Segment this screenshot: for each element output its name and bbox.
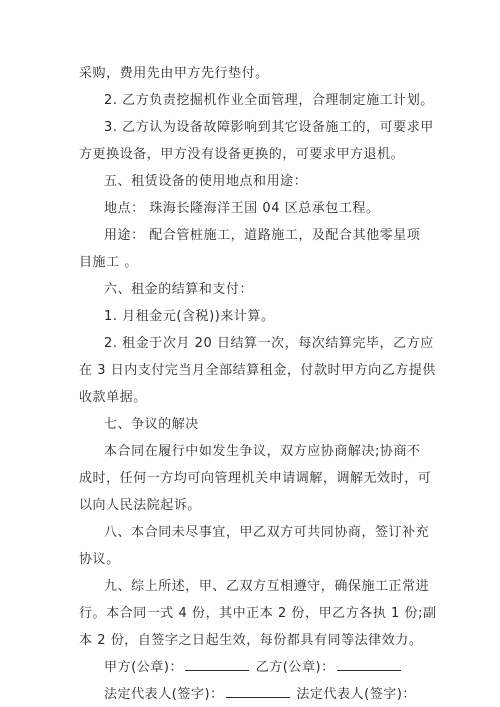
text-line: 方更换设备，甲方没有设备更换的，可要求甲方退机。: [79, 147, 405, 162]
text-line: 2. 租金于次月 20 日结算一次，每次结算完毕，乙方应: [104, 336, 434, 351]
text-line: 成时，任何一方均可向管理机关申请调解，调解无效时，可: [79, 471, 432, 486]
text-line: 3. 乙方认为设备故障影响到其它设备施工的，可要求甲: [104, 120, 434, 135]
section-heading: 七、争议的解决: [104, 417, 199, 432]
text-line: 本合同在履行中如发生争议，双方应协商解决;协商不: [104, 444, 421, 459]
text-line: 2. 乙方负责挖掘机作业全面管理，合理制定施工计划。: [104, 93, 434, 108]
party-b-seal-blank: [337, 657, 401, 671]
text-line: 九、综上所述，甲、乙双方互相遵守，确保施工正常进: [104, 579, 430, 594]
rep-a-sign-label: 法定代表人(签字)：: [104, 687, 224, 702]
text-line: 地点： 珠海长隆海洋王国 04 区总承包工程。: [104, 201, 380, 216]
text-line: 八、本合同未尽事宜，甲乙双方可共同协商，签订补充: [104, 525, 430, 540]
signature-row-representatives: [104, 684, 416, 706]
signature-row-seals: [104, 657, 403, 679]
text-line: 行。本合同一式 4 份，其中正本 2 份，甲乙方各执 1 份;副: [79, 606, 437, 621]
text-line: 1. 月租金元(含税))来计算。: [104, 309, 275, 324]
party-b-seal-label: 乙方(公章)：: [255, 660, 335, 675]
section-heading: 六、租金的结算和支付：: [104, 282, 254, 297]
text-line: 采购，费用先由甲方先行垫付。: [79, 66, 269, 81]
party-a-seal-blank: [185, 657, 249, 671]
section-heading: 五、租赁设备的使用地点和用途：: [104, 174, 308, 189]
text-line: 本 2 份，自签字之日起生效，每份都具有同等法律效力。: [79, 633, 423, 648]
text-line: 用途： 配合管桩施工，道路施工，及配合其他零星项: [104, 228, 421, 243]
text-line: 以向人民法院起诉。: [79, 498, 201, 513]
rep-b-sign-label: 法定代表人(签字)：: [296, 687, 416, 702]
rep-a-sign-blank: [226, 684, 290, 698]
text-line: 收款单据。: [79, 390, 147, 405]
text-line: 协议。: [79, 552, 120, 567]
party-a-seal-label: 甲方(公章)：: [104, 660, 183, 675]
text-line: 在 3 日内支付完当月全部结算租金，付款时甲方向乙方提供: [79, 363, 436, 378]
text-line: 目施工 。: [79, 255, 138, 270]
